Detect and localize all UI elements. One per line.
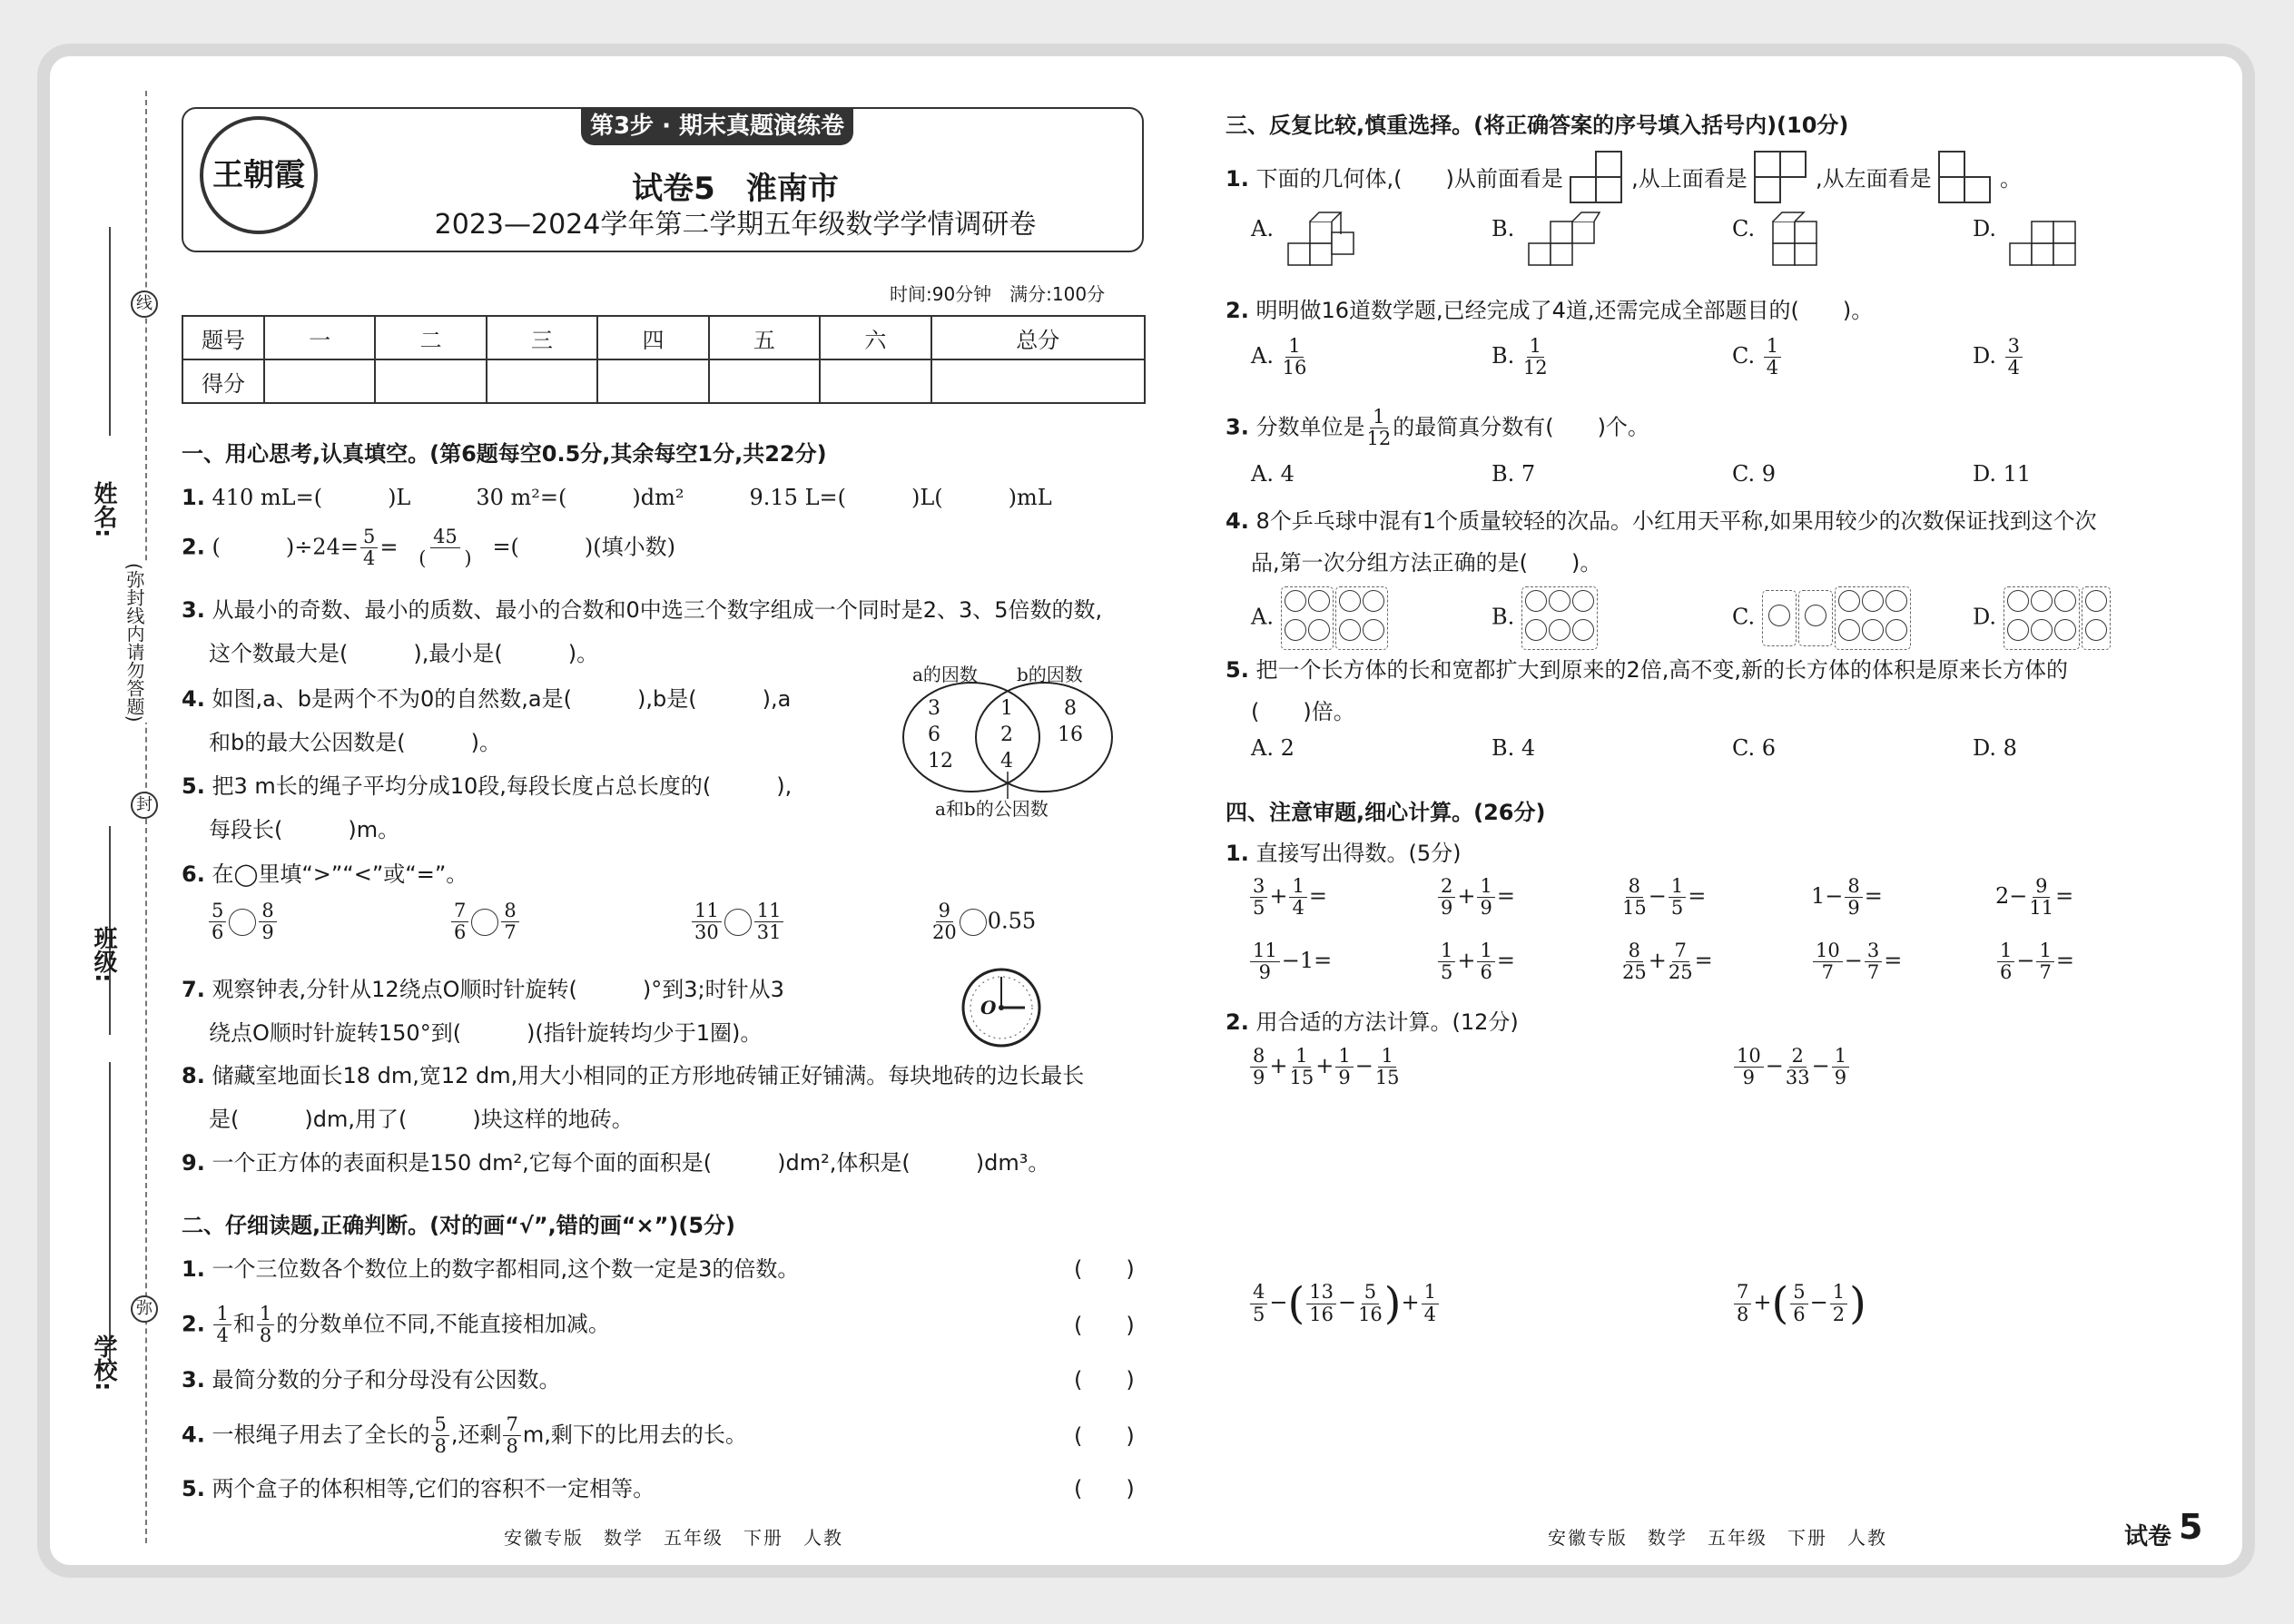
section3-title: 三、反复比较,慎重选择。(将正确答案的序号填入括号内)(10分)	[1226, 113, 1849, 138]
calc-expression: $\frac{4}{5}$ −( $\frac{13}{16}$ − $\frac{5}{16}$ )+ $\frac{1}{4}$	[1248, 1278, 1441, 1329]
score-header: 总分	[931, 316, 1145, 359]
s3-q1c: ,从左面看是	[1816, 166, 1932, 192]
qnum: 4.	[182, 686, 205, 712]
s3-q4b: 品,第一次分组方法正确的是( )。	[1251, 550, 1602, 576]
left-view-figure	[1938, 156, 1993, 203]
s1-q3b: 这个数最大是( ),最小是( )。	[209, 641, 599, 666]
s3-q1b: ,从上面看是	[1631, 166, 1748, 192]
qnum: 5.	[182, 773, 205, 799]
option-label[interactable]: D.	[1973, 343, 1997, 369]
calc-item: $\frac{10}{7}$ − $\frac{3}{7}$ =	[1811, 940, 1902, 983]
s1-q7b: 绕点O顺时针旋转150°到( )(指针旋转均少于1圈)。	[209, 1020, 763, 1046]
cube-figure-a	[1285, 211, 1362, 276]
frac: $\frac{5}{8}$	[431, 1414, 448, 1457]
cube-figure-c	[1766, 211, 1843, 276]
score-cell[interactable]	[931, 359, 1145, 403]
s2-q1: 一个三位数各个数位上的数字都相同,这个数一定是3的倍数。	[212, 1256, 800, 1282]
page-label: 试卷	[2124, 1523, 2172, 1550]
frac: $\frac{1}{4}$	[1764, 336, 1781, 379]
qnum: 5.	[1226, 657, 1249, 683]
venn-b-circle	[976, 683, 1112, 792]
venn-num: 4	[1000, 750, 1013, 773]
option-label[interactable]: D.	[1973, 216, 1997, 241]
s1-q4a: 如图,a、b是两个不为0的自然数,a是( ),b是( ),a	[212, 686, 792, 712]
score-header: 一	[264, 316, 375, 359]
name-label: 姓名:	[90, 481, 117, 538]
ball-group	[1798, 590, 1833, 646]
clock-center	[999, 1005, 1004, 1010]
s1-q8a: 储藏室地面长18 dm,宽12 dm,用大小相同的正方形地砖铺正好铺满。每块地砖的边长最长	[212, 1063, 1085, 1088]
school-underline	[109, 1062, 111, 1362]
frac: $\frac{1}{8}$	[257, 1304, 274, 1346]
option-label[interactable]: B.	[1492, 343, 1515, 369]
s1-q2a: ( )÷24=	[212, 534, 359, 560]
frac: $\frac{7}{6}$	[451, 901, 468, 943]
cube-figure-b	[1525, 211, 1602, 276]
option[interactable]: A. 2	[1251, 735, 1295, 761]
option-label[interactable]: A.	[1251, 604, 1274, 630]
seal-mark: 封	[131, 792, 158, 819]
option-label[interactable]: C.	[1732, 343, 1756, 369]
venn-a-label: a的因数	[912, 664, 978, 685]
option-label[interactable]: D.	[1973, 604, 1997, 630]
venn-num: 1	[1000, 697, 1013, 720]
footer-right: 安徽专版 数学 五年级 下册 人教	[1548, 1527, 1887, 1549]
calc-item: $\frac{8}{15}$ − $\frac{1}{5}$ =	[1622, 875, 1707, 920]
qnum: 7.	[182, 977, 205, 1002]
qnum: 3.	[1226, 414, 1249, 440]
name-underline	[109, 227, 111, 436]
answer-paren[interactable]: ( )	[1074, 1367, 1135, 1393]
frac: $\frac{11}{31}$	[754, 901, 784, 943]
score-cell[interactable]	[487, 359, 597, 403]
exam-subtitle: 2023—2024学年第二学期五年级数学学情调研卷	[434, 209, 1037, 241]
clock-center-label: O	[980, 997, 997, 1019]
calc-item: $\frac{8}{25}$ + $\frac{7}{25}$ =	[1622, 940, 1713, 984]
score-row-label: 得分	[182, 359, 264, 403]
school-label: 学校:	[90, 1334, 117, 1392]
score-header: 二	[375, 316, 486, 359]
s3-q1d: 。	[1999, 166, 2022, 192]
s2-and: 和	[232, 1311, 255, 1337]
s3-q3b: 的最简真分数有( )个。	[1393, 414, 1649, 440]
compare-circle[interactable]	[960, 909, 987, 936]
ball-group	[1335, 586, 1388, 650]
option[interactable]: C. 6	[1732, 735, 1777, 761]
s3-q4a: 8个乒乓球中混有1个质量较轻的次品。小红用天平称,如果用较少的次数保证找到这个次	[1255, 508, 2097, 534]
s1-q9: 一个正方体的表面积是150 dm²,它每个面的面积是( )dm²,体积是( )dm³。	[212, 1150, 1050, 1176]
qnum: 1.	[1226, 841, 1249, 866]
top-view-figure	[1754, 156, 1808, 203]
qnum: 2.	[182, 534, 205, 560]
frac: $\frac{1}{12}$	[1366, 406, 1392, 450]
s4-q2: 用合适的方法计算。(12分)	[1255, 1009, 1519, 1035]
score-table	[182, 315, 1146, 404]
eq: =	[379, 534, 399, 560]
s1-q3a: 从最小的奇数、最小的质数、最小的合数和0中选三个数字组成一个同时是2、3、5倍数的数,	[212, 597, 1103, 623]
calc-expression: $\frac{7}{8}$ +( $\frac{5}{6}$ − $\frac{1}{2}$ )	[1732, 1278, 1866, 1329]
option[interactable]: B. 4	[1492, 735, 1536, 761]
ball-group	[1835, 586, 1911, 650]
score-cell[interactable]	[264, 359, 375, 403]
compare-circle[interactable]	[724, 909, 752, 936]
qnum: 5.	[182, 1476, 205, 1501]
seal2-mark: 弥	[131, 1295, 158, 1323]
s1-q5b: 每段长( )m。	[209, 817, 400, 842]
ball-group	[1281, 586, 1334, 650]
option[interactable]: A. 4	[1251, 461, 1295, 487]
section1-title: 一、用心思考,认真填空。(第6题每空0.5分,其余每空1分,共22分)	[182, 441, 827, 467]
option-label[interactable]: B.	[1492, 604, 1515, 630]
option[interactable]: C. 9	[1732, 461, 1777, 487]
s2-q3: 最简分数的分子和分母没有公因数。	[212, 1367, 561, 1393]
calc-item: 1− $\frac{8}{9}$ =	[1811, 875, 1883, 920]
venn-b-label: b的因数	[1017, 664, 1083, 685]
value-055: 0.55	[987, 908, 1037, 934]
qnum: 9.	[182, 1150, 205, 1176]
s2-q4b: ,还剩	[450, 1422, 502, 1448]
answer-paren[interactable]: ( )	[1074, 1476, 1135, 1501]
s2-q2: 的分数单位不同,不能直接相加减。	[276, 1311, 610, 1337]
calc-expression: $\frac{10}{9}$ − $\frac{2}{33}$ − $\frac{1}{9}$	[1732, 1046, 1851, 1088]
score-cell[interactable]	[375, 359, 486, 403]
venn-num: 3	[928, 697, 940, 720]
option-label[interactable]: A.	[1251, 216, 1274, 241]
s1-q7a: 观察钟表,分针从12绕点O顺时针旋转( )°到3;时针从3	[212, 977, 784, 1002]
venn-num: 8	[1064, 697, 1077, 720]
page-number: 5	[2179, 1507, 2203, 1547]
option[interactable]: D. 11	[1973, 461, 2032, 487]
time-info: 时间:90分钟 满分:100分	[890, 283, 1106, 305]
s1-q6: 在◯里填“>”“<”或“=”。	[212, 861, 468, 887]
frac: $\frac{11}{30}$	[692, 901, 722, 943]
frac: $\frac{9}{20}$	[932, 900, 957, 944]
answer-paren[interactable]: ( )	[1074, 1423, 1135, 1449]
front-view-figure	[1570, 156, 1624, 203]
venn-num: 12	[928, 750, 953, 773]
venn-num: 6	[928, 723, 940, 746]
qnum: 4.	[1226, 508, 1249, 534]
option-label[interactable]: A.	[1251, 343, 1274, 369]
ball-group	[1762, 590, 1797, 646]
clock-figure	[958, 964, 1045, 1051]
option-label[interactable]: C.	[1732, 216, 1756, 241]
option-label[interactable]: C.	[1732, 604, 1756, 630]
s1-q8b: 是( )dm,用了( )块这样的地砖。	[209, 1107, 634, 1132]
frac: $\frac{1}{12}$	[1522, 335, 1548, 379]
venn-a-circle	[903, 683, 1039, 792]
qnum: 6.	[182, 861, 205, 887]
frac-5-4: $\frac{5}{4}$	[360, 527, 378, 569]
venn-common-label: a和b的公因数	[935, 798, 1049, 820]
score-cell[interactable]	[597, 359, 708, 403]
s3-q5a: 把一个长方体的长和宽都扩大到原来的2倍,高不变,新的长方体的体积是原来长方体的	[1255, 657, 2068, 683]
frac: $\frac{1}{4}$	[213, 1304, 231, 1346]
frac-45: $\frac{45}{( )}$	[418, 526, 472, 570]
score-cell[interactable]	[820, 359, 930, 403]
s4-q1: 直接写出得数。(5分)	[1255, 841, 1462, 866]
frac: $\frac{8}{9}$	[259, 901, 276, 943]
venn-num: 2	[1000, 723, 1013, 746]
ball-group	[2082, 586, 2111, 650]
qnum: 3.	[182, 1367, 205, 1393]
brand-logo: 王朝霞	[200, 116, 318, 234]
s1-q5a: 把3 m长的绳子平均分成10段,每段长度占总长度的( ),	[212, 773, 793, 799]
score-header: 六	[820, 316, 930, 359]
qnum: 1.	[182, 1256, 205, 1282]
answer-paren[interactable]: ( )	[1074, 1256, 1135, 1282]
qnum: 4.	[182, 1422, 205, 1448]
option-label[interactable]: B.	[1492, 216, 1515, 241]
compare-circle[interactable]	[229, 909, 256, 936]
section4-title: 四、注意审题,细心计算。(26分)	[1226, 800, 1546, 825]
score-header: 四	[597, 316, 708, 359]
calc-item: $\frac{1}{6}$ − $\frac{1}{7}$ =	[1995, 940, 2074, 983]
calc-item: $\frac{1}{5}$ + $\frac{1}{6}$ =	[1436, 940, 1515, 983]
step-badge: 第3步 · 期末真题演练卷	[581, 107, 853, 145]
s3-q1a: 下面的几何体,( )从前面看是	[1255, 166, 1563, 192]
qnum: 2.	[1226, 1009, 1249, 1035]
qnum: 3.	[182, 597, 205, 623]
calc-item: $\frac{3}{5}$ + $\frac{1}{4}$ =	[1248, 876, 1327, 919]
frac: $\frac{8}{7}$	[501, 901, 518, 943]
qnum: 8.	[182, 1063, 205, 1088]
option[interactable]: B. 7	[1492, 461, 1536, 487]
line-mark: 线	[131, 290, 158, 318]
calc-expression: $\frac{8}{9}$ + $\frac{1}{15}$ + $\frac{1}{9}$ − $\frac{1}{15}$	[1248, 1046, 1402, 1088]
class-label: 班级:	[90, 926, 117, 983]
frac: $\frac{3}{4}$	[2005, 336, 2023, 379]
frac: $\frac{1}{16}$	[1282, 335, 1307, 379]
score-header: 五	[709, 316, 820, 359]
s3-q2: 明明做16道数学题,已经完成了4道,还需完成全部题目的( )。	[1255, 298, 1874, 323]
s1-q2b: =( )(填小数)	[492, 534, 675, 560]
section2-title: 二、仔细读题,正确判断。(对的画“√”,错的画“×”)(5分)	[182, 1213, 736, 1238]
s2-q4a: 一根绳子用去了全长的	[212, 1422, 430, 1448]
score-header: 题号	[182, 316, 264, 359]
s3-q3a: 分数单位是	[1255, 414, 1365, 440]
s3-q5b: ( )倍。	[1251, 699, 1355, 724]
score-cell[interactable]	[709, 359, 820, 403]
score-header: 三	[487, 316, 597, 359]
ball-group	[1521, 586, 1598, 650]
s1-q4b: 和b的最大公因数是( )。	[209, 730, 501, 755]
answer-paren[interactable]: ( )	[1074, 1313, 1135, 1338]
s2-q4c: m,剩下的比用去的长。	[522, 1422, 747, 1448]
qnum: 1.	[1226, 166, 1249, 192]
footer-left: 安徽专版 数学 五年级 下册 人教	[504, 1527, 843, 1549]
calc-item: $\frac{11}{9}$ −1=	[1248, 940, 1332, 983]
option[interactable]: D. 8	[1973, 735, 2017, 761]
exam-title: 试卷5 淮南市	[632, 171, 839, 207]
s1-q1: 410 mL=( )L 30 m²=( )dm² 9.15 L=( )L( )mL	[212, 485, 1052, 510]
cube-figure-d	[2006, 211, 2083, 276]
qnum: 1.	[182, 485, 205, 510]
binding-notice: (弥封线内请勿答题)	[122, 563, 148, 723]
ball-group	[2004, 586, 2080, 650]
frac: $\frac{5}{6}$	[209, 901, 226, 943]
s2-q5: 两个盒子的体积相等,它们的容积不一定相等。	[212, 1476, 655, 1501]
venn-num: 16	[1058, 723, 1083, 746]
compare-circle[interactable]	[471, 909, 498, 936]
qnum: 2.	[182, 1311, 205, 1337]
calc-item: 2− $\frac{9}{11}$ =	[1995, 875, 2074, 920]
frac: $\frac{7}{8}$	[503, 1414, 520, 1457]
qnum: 2.	[1226, 298, 1249, 323]
calc-item: $\frac{2}{9}$ + $\frac{1}{9}$ =	[1436, 876, 1515, 919]
